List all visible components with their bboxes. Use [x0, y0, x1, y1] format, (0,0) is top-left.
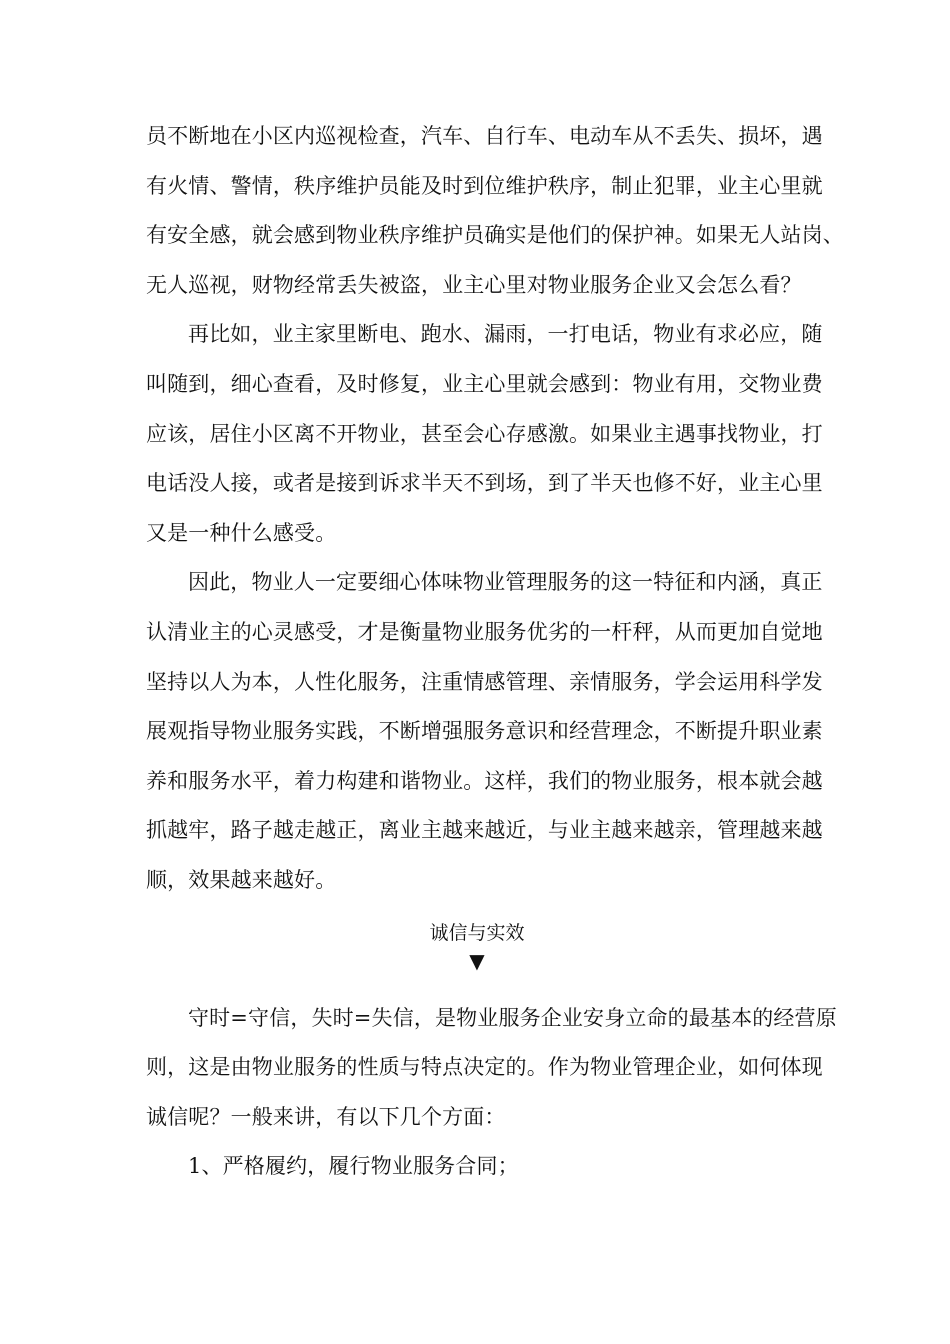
document-body: [146, 112, 844, 1192]
text-line: 员不断地在小区内巡视检查，汽车、自行车、电动车从不丢失、损坏，遇: [146, 124, 823, 148]
text-line: 有火情、警情，秩序维护员能及时到位维护秩序，制止犯罪，业主心里就: [146, 173, 823, 198]
text-line: 则，这是由物业服务的性质与特点决定的。作为物业管理企业，如何体现: [146, 1055, 823, 1080]
paragraph-repair-response: [146, 310, 823, 558]
text-line: 1、严格履约，履行物业服务合同；: [188, 1154, 519, 1179]
text-line: 认清业主的心灵感受，才是衡量物业服务优劣的一杆秤，从而更加自觉地: [146, 619, 823, 644]
text-line: 诚信呢？一般来讲，有以下几个方面：: [146, 1104, 506, 1129]
text-line: 电话没人接，或者是接到诉求半天不到场，到了半天也修不好，业主心里: [146, 471, 823, 496]
text-line: 顺，效果越来越好。: [146, 867, 337, 892]
text-line: 养和服务水平，着力构建和谐物业。这样，我们的物业服务，根本就会越: [146, 768, 823, 793]
text-line: 抓越牢，路子越走越正，离业主越来越近，与业主越来越亲，管理越来越: [146, 818, 823, 843]
text-line: 又是一种什么感受。: [146, 520, 337, 545]
text-line: 展观指导物业服务实践，不断增强服务意识和经营理念，不断提升职业素: [146, 719, 823, 744]
paragraph-integrity-principle: [146, 994, 837, 1143]
text-line: 守时=守信，失时=失信，是物业服务企业安身立命的最基本的经营原: [188, 1005, 837, 1030]
paragraph-security-patrol: [146, 112, 844, 310]
text-line: 再比如，业主家里断电、跑水、漏雨，一打电话，物业有求必应，随: [188, 322, 823, 347]
list-item-contract: [146, 1142, 808, 1192]
text-line: 无人巡视，财物经常丢失被盗，业主心里对物业服务企业又会怎么看？: [146, 272, 802, 297]
down-triangle-icon: ▼: [469, 948, 485, 973]
text-line: 叫随到，细心查看，及时修复，业主心里就会感到：物业有用，交物业费: [146, 371, 823, 396]
section-heading: 诚信与实效: [429, 921, 525, 944]
text-line: 应该，居住小区离不开物业，甚至会心存感激。如果业主遇事找物业，打: [146, 421, 823, 446]
text-line: 坚持以人为本，人性化服务，注重情感管理、亲情服务，学会运用科学发: [146, 669, 823, 694]
text-line: 有安全感，就会感到物业秩序维护员确实是他们的保护神。如果无人站岗、: [146, 223, 844, 248]
text-line: 因此，物业人一定要细心体味物业管理服务的这一特征和内涵，真正: [188, 570, 823, 595]
paragraph-conclusion: [146, 558, 823, 905]
